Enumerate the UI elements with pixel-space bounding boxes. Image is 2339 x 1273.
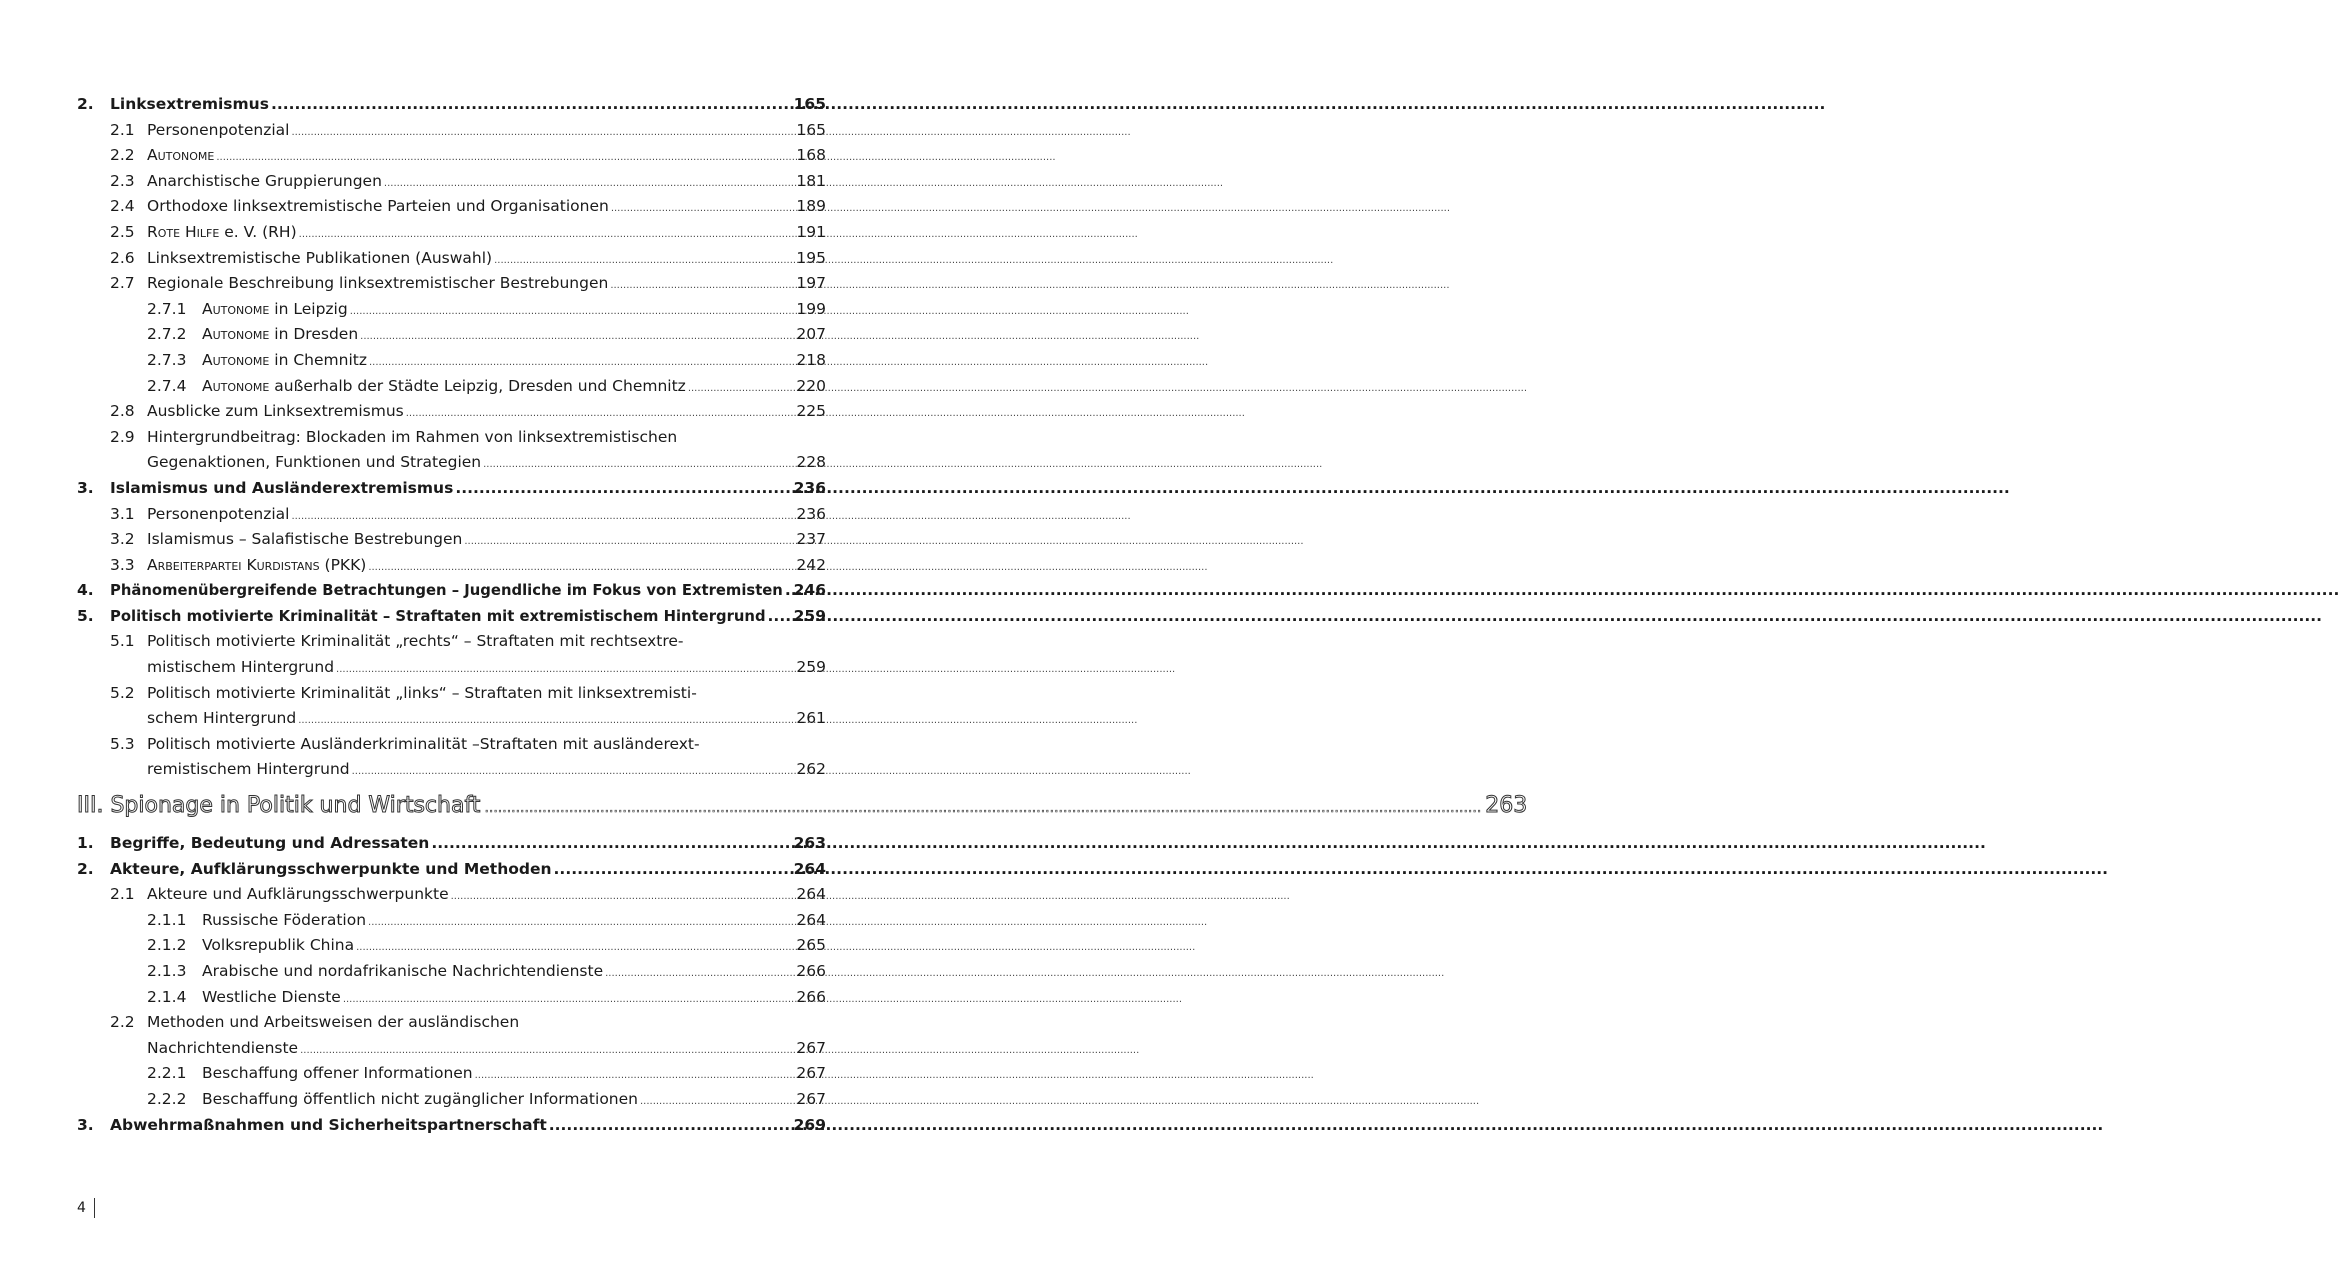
toc-entry[interactable] (77, 681, 826, 707)
leader-dots (406, 401, 795, 427)
toc-number: 2.1 (110, 885, 135, 904)
toc-entry-continuation[interactable] (77, 1036, 826, 1062)
toc-number: 2.7.1 (147, 299, 187, 318)
toc-entry[interactable] (77, 882, 826, 908)
toc-entry[interactable] (77, 578, 826, 604)
toc-entry[interactable] (77, 118, 826, 144)
toc-title: Methoden und Arbeitsweisen der ausländischen (147, 1013, 520, 1032)
leader-dots (688, 376, 795, 402)
toc-title-rest: in Dresden (269, 325, 359, 344)
toc-number: 3. (77, 1115, 94, 1134)
toc-page: 165 (796, 120, 826, 139)
toc-page: 236 (793, 478, 826, 497)
toc-number: 2.2 (110, 146, 135, 165)
leader-dots (455, 476, 791, 502)
toc-title-smallcaps: Autonome (202, 325, 270, 344)
toc-title-rest: außerhalb der Städte Leipzig, Dresden und Chemnitz (269, 376, 686, 395)
toc-title: Anarchistische Gruppierungen (147, 171, 382, 190)
toc-number: 2.1.1 (147, 910, 187, 929)
toc-title (202, 374, 686, 400)
leader-dots (350, 299, 795, 325)
toc-title: Nachrichtendienste (147, 1038, 299, 1057)
toc-page: 259 (796, 658, 826, 677)
toc-entry[interactable] (77, 908, 826, 934)
toc-title-smallcaps: Rote Hilfe (147, 222, 220, 241)
toc-title: Abwehrmaßnahmen und Sicherheitspartnerschaft (110, 1115, 547, 1134)
toc-entry-continuation[interactable] (77, 450, 826, 476)
toc-page: 218 (796, 350, 826, 369)
toc-number: 2.7 (110, 274, 135, 293)
leader-dots (360, 324, 794, 350)
toc-title-smallcaps: Autonome (202, 299, 270, 318)
toc-number: 2.2.1 (147, 1064, 187, 1083)
toc-title: Hintergrundbeitrag: Blockaden im Rahmen von linksextremistischen (147, 427, 678, 446)
page-number: 4 (77, 1200, 86, 1216)
toc-entry[interactable] (77, 527, 826, 553)
toc-page: 242 (796, 555, 826, 574)
toc-page: 165 (793, 95, 826, 113)
toc-page: 168 (796, 146, 826, 165)
toc-number: 2. (77, 95, 94, 113)
leader-dots (298, 708, 794, 734)
toc-number: 2.7.3 (147, 350, 187, 369)
toc-title: Linksextremistische Publikationen (Auswahl) (147, 248, 493, 267)
toc-title (202, 297, 348, 323)
toc-page: 267 (796, 1064, 826, 1083)
toc-title-rest: in Chemnitz (269, 350, 367, 369)
leader-dots (475, 1063, 795, 1089)
table-of-contents (77, 92, 1528, 1138)
toc-page: 199 (796, 299, 826, 318)
toc-title: schem Hintergrund (147, 709, 297, 728)
toc-entry[interactable] (77, 629, 826, 655)
toc-title (147, 553, 366, 579)
toc-page: 266 (796, 962, 826, 980)
toc-title: Politisch motivierte Kriminalität „links“ – Straftaten mit linksextremisti- (147, 683, 697, 702)
toc-page: 225 (796, 402, 826, 421)
toc-entry[interactable] (77, 1087, 826, 1113)
leader-dots (356, 935, 794, 961)
toc-entry[interactable] (77, 92, 826, 118)
toc-number: 2.1.2 (147, 936, 187, 955)
toc-title: Personenpotenzial (147, 504, 290, 523)
toc-page: 265 (796, 936, 826, 955)
toc-title-rest: (PKK) (319, 555, 367, 574)
toc-page: 264 (793, 859, 826, 878)
toc-page: 267 (796, 1038, 826, 1057)
toc-title-rest: in Leipzig (269, 299, 348, 318)
toc-page: 263 (793, 834, 826, 853)
leader-dots (554, 857, 792, 883)
toc-entry[interactable] (77, 933, 826, 959)
leader-dots (483, 452, 794, 478)
toc-entry-continuation[interactable] (77, 655, 826, 681)
toc-number: 4. (77, 581, 94, 600)
toc-title: Akteure, Aufklärungsschwerpunkte und Methoden (110, 859, 552, 878)
toc-page: 237 (796, 530, 826, 549)
toc-entry[interactable] (77, 348, 826, 374)
leader-dots (768, 604, 792, 630)
toc-number: 2. (77, 859, 94, 878)
toc-page: 264 (796, 910, 826, 929)
toc-number: 2.1 (110, 120, 135, 139)
toc-number: 2.7.4 (147, 376, 187, 395)
toc-number: 2.8 (110, 402, 135, 421)
toc-number: 3.1 (110, 504, 135, 523)
toc-page: 269 (793, 1115, 826, 1134)
toc-page: 264 (796, 885, 826, 904)
toc-title-smallcaps: Arbeiterpartei Kurdistans (147, 555, 320, 574)
leader-dots (299, 222, 795, 248)
toc-number: 2.2.2 (147, 1089, 187, 1108)
toc-title: Gegenaktionen, Funktionen und Strategien (147, 453, 482, 472)
toc-entry[interactable] (77, 553, 826, 579)
leader-dots (431, 831, 791, 857)
leader-dots (368, 910, 794, 936)
toc-page: 246 (793, 581, 826, 600)
toc-page: 266 (796, 987, 826, 1006)
toc-page: 191 (796, 222, 826, 241)
leader-dots (464, 529, 794, 555)
leader-dots (291, 120, 794, 146)
toc-title: Ausblicke zum Linksextremismus (147, 402, 404, 421)
toc-number: 5.3 (110, 734, 135, 753)
toc-title: Westliche Dienste (202, 987, 341, 1006)
toc-entry-continuation[interactable] (77, 706, 826, 732)
toc-title: Politisch motivierte Kriminalität „rechts“ – Straftaten mit rechtsextre- (147, 632, 684, 651)
toc-page: 259 (793, 606, 826, 625)
toc-number: 2.3 (110, 171, 135, 190)
toc-number: 3. (77, 478, 94, 497)
leader-dots (352, 759, 795, 785)
toc-entry[interactable] (77, 985, 826, 1011)
toc-entry[interactable] (77, 271, 826, 297)
toc-entry[interactable] (77, 425, 826, 451)
toc-number: 2.9 (110, 427, 135, 446)
toc-page: 261 (796, 709, 826, 728)
toc-title-smallcaps: Autonome (202, 350, 270, 369)
toc-page: 236 (796, 504, 826, 523)
toc-title (202, 322, 358, 348)
section-page: 263 (1485, 793, 1528, 819)
toc-entry[interactable] (77, 604, 826, 630)
toc-title-rest: e. V. (RH) (219, 222, 297, 241)
toc-entry[interactable] (77, 831, 826, 857)
toc-number: 2.6 (110, 248, 135, 267)
toc-entry-continuation[interactable] (77, 757, 826, 783)
toc-title: Orthodoxe linksextremistische Parteien und Organisationen (147, 197, 609, 216)
toc-number: 5.1 (110, 632, 135, 651)
toc-entry[interactable] (77, 297, 826, 323)
toc-title: Regionale Beschreibung linksextremistischer Bestrebungen (147, 274, 609, 293)
section-title: III. Spionage in Politik und Wirtschaft (77, 793, 481, 819)
toc-entry[interactable] (77, 502, 826, 528)
toc-entry[interactable] (77, 1010, 826, 1036)
toc-number: 5. (77, 606, 94, 625)
toc-number: 2.7.2 (147, 325, 187, 344)
toc-page: 220 (796, 376, 826, 395)
toc-entry[interactable] (77, 476, 826, 502)
toc-number: 2.1.4 (147, 987, 187, 1006)
toc-entry[interactable] (77, 1113, 826, 1139)
leader-dots (384, 171, 795, 197)
toc-title: Russische Föderation (202, 910, 367, 929)
leader-dots (484, 800, 1481, 816)
toc-number: 2.1.3 (147, 962, 187, 980)
toc-number: 3.2 (110, 530, 135, 549)
toc-entry[interactable] (77, 246, 826, 272)
toc-number: 2.2 (110, 1013, 135, 1032)
leader-dots (785, 578, 792, 604)
section-heading-iii[interactable] (77, 793, 1528, 831)
toc-number: 2.4 (110, 197, 135, 216)
toc-title: Akteure und Aufklärungsschwerpunkte (147, 885, 449, 904)
toc-page: 181 (796, 171, 826, 190)
toc-entry[interactable] (77, 1061, 826, 1087)
toc-title: Arabische und nordafrikanische Nachrichtendienste (202, 962, 604, 980)
toc-title: Personenpotenzial (147, 120, 290, 139)
toc-entry[interactable] (77, 374, 826, 400)
toc-title: mistischem Hintergrund (147, 658, 335, 677)
leader-dots (494, 248, 794, 274)
leader-dots (369, 350, 794, 376)
footer-divider (94, 1198, 95, 1218)
leader-dots (291, 504, 794, 530)
toc-title: remistischem Hintergrund (147, 760, 350, 779)
toc-entry[interactable] (77, 169, 826, 195)
leader-dots (640, 1089, 794, 1115)
page-footer (77, 1198, 95, 1218)
toc-title-smallcaps: Autonome (202, 376, 270, 395)
toc-title: Islamismus und Ausländerextremismus (110, 478, 454, 497)
toc-title: Beschaffung offener Informationen (202, 1064, 473, 1083)
leader-dots (451, 884, 795, 910)
toc-page: 189 (796, 197, 826, 216)
toc-page: 267 (796, 1089, 826, 1108)
toc-title: Volksrepublik China (202, 936, 355, 955)
toc-entry[interactable] (77, 322, 826, 348)
leader-dots (216, 145, 794, 171)
toc-page: 195 (796, 248, 826, 267)
toc-entry[interactable] (77, 399, 826, 425)
toc-title (202, 348, 367, 374)
toc-page: 197 (796, 274, 826, 293)
leader-dots (605, 961, 794, 987)
toc-number: 5.2 (110, 683, 135, 702)
toc-entry[interactable] (77, 194, 826, 220)
leader-dots (610, 273, 794, 299)
toc-title: Politisch motivierte Kriminalität – Straftaten mit extremistischem Hintergrund (110, 607, 766, 625)
toc-title: Politisch motivierte Ausländerkriminalität –Straftaten mit ausländerext- (147, 734, 700, 753)
toc-title (147, 220, 297, 246)
toc-number: 3.3 (110, 555, 135, 574)
leader-dots (271, 92, 792, 118)
leader-dots (368, 555, 794, 581)
toc-page: 262 (796, 760, 826, 779)
toc-title: Autonome (147, 146, 215, 165)
leader-dots (336, 657, 794, 683)
toc-entry[interactable] (77, 959, 826, 985)
toc-entry[interactable] (77, 732, 826, 758)
toc-entry[interactable] (77, 220, 826, 246)
toc-number: 1. (77, 834, 94, 853)
leader-dots (343, 987, 795, 1013)
toc-number: 2.5 (110, 222, 135, 241)
toc-entry[interactable] (77, 143, 826, 169)
toc-title: Islamismus – Salafistische Bestrebungen (147, 530, 463, 549)
toc-title: Linksextremismus (110, 95, 269, 113)
leader-dots (549, 1113, 792, 1139)
leader-dots (611, 196, 795, 222)
toc-title: Begriffe, Bedeutung und Adressaten (110, 834, 430, 853)
toc-title: Phänomenübergreifende Betrachtungen – Jugendliche im Fokus von Extremisten (110, 582, 783, 600)
toc-title: Beschaffung öffentlich nicht zugänglicher Informationen (202, 1089, 638, 1108)
toc-entry[interactable] (77, 857, 826, 883)
toc-page: 207 (796, 325, 826, 344)
leader-dots (300, 1038, 794, 1064)
toc-page: 228 (796, 453, 826, 472)
